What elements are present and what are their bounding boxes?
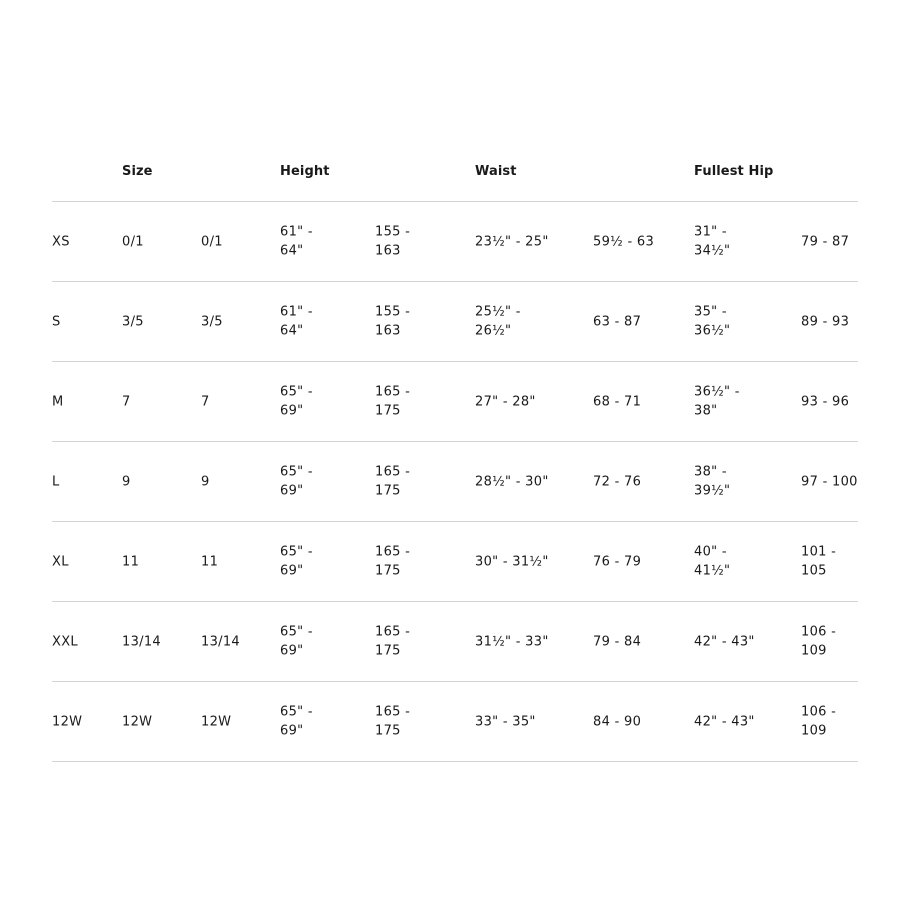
- cell-waist-inches-line: 27" - 28": [475, 393, 536, 409]
- cell-us-size-alt: 13/14: [201, 633, 240, 649]
- cell-height-inches-line: 64": [280, 243, 304, 259]
- cell-height-cm-line: 175: [375, 483, 401, 499]
- cell-waist-cm: [593, 712, 641, 732]
- cell-hip-inches-line: 36½" -: [694, 384, 740, 399]
- cell-hip-inches-line: 31" -: [694, 224, 727, 239]
- cell-height-cm-line: 175: [375, 403, 401, 419]
- cell-height-inches-line: 65" -: [280, 384, 313, 399]
- cell-height-inches-line: 65" -: [280, 704, 313, 719]
- cell-size-label: 12W: [52, 713, 83, 729]
- cell-height-cm: [375, 382, 410, 421]
- cell-hip-inches: [694, 632, 755, 652]
- cell-hip-cm-line: 79 - 87: [801, 233, 850, 249]
- cell-height-inches: [280, 702, 313, 741]
- cell-size-label: M: [52, 393, 64, 409]
- cell-waist-cm: [593, 632, 641, 652]
- cell-waist-inches-line: 30" - 31½": [475, 553, 549, 569]
- cell-hip-inches: [694, 712, 755, 732]
- cell-us-size-alt: 3/5: [201, 313, 223, 329]
- cell-waist-cm: [593, 232, 654, 252]
- cell-hip-cm: [801, 622, 836, 661]
- cell-waist-cm-line: 79 - 84: [593, 633, 642, 649]
- cell-us-size-alt: 7: [201, 393, 210, 409]
- cell-height-inches-line: 69": [280, 643, 304, 659]
- cell-height-inches-line: 61" -: [280, 304, 313, 319]
- cell-us-size: 11: [122, 553, 140, 569]
- cell-hip-cm-line: 93 - 96: [801, 393, 850, 409]
- cell-hip-inches-line: 34½": [694, 243, 731, 259]
- cell-us-size: 0/1: [122, 233, 144, 249]
- cell-waist-inches-line: 28½" - 30": [475, 473, 549, 489]
- cell-waist-inches: [475, 232, 549, 252]
- table-row: [52, 362, 858, 442]
- cell-height-cm: [375, 702, 410, 741]
- cell-waist-cm-line: 84 - 90: [593, 713, 642, 729]
- header-height: Height: [280, 164, 330, 179]
- cell-us-size: 12W: [122, 713, 153, 729]
- cell-height-cm: [375, 222, 410, 261]
- cell-hip-inches: [694, 542, 730, 581]
- cell-waist-cm: [593, 392, 641, 412]
- cell-hip-cm: [801, 472, 858, 492]
- cell-waist-inches: [475, 472, 549, 492]
- cell-size-label: XS: [52, 233, 70, 249]
- cell-hip-inches-line: 42" - 43": [694, 633, 755, 649]
- cell-height-inches: [280, 302, 313, 341]
- cell-hip-inches-line: 35" -: [694, 304, 727, 319]
- cell-us-size-alt: 12W: [201, 713, 232, 729]
- cell-waist-cm-line: 68 - 71: [593, 393, 642, 409]
- cell-waist-inches: [475, 392, 536, 412]
- cell-height-cm: [375, 462, 410, 501]
- cell-height-inches: [280, 622, 313, 661]
- header-fullest-hip: Fullest Hip: [694, 164, 774, 179]
- cell-waist-inches-line: 25½" -: [475, 304, 521, 319]
- cell-height-cm: [375, 302, 410, 341]
- cell-height-cm-line: 163: [375, 323, 401, 339]
- cell-waist-cm-line: 76 - 79: [593, 553, 642, 569]
- cell-height-inches: [280, 382, 313, 421]
- cell-hip-cm: [801, 312, 849, 332]
- cell-hip-cm-line: 109: [801, 643, 827, 659]
- size-chart-table: [52, 150, 858, 762]
- cell-hip-inches: [694, 302, 730, 341]
- cell-hip-inches: [694, 462, 730, 501]
- cell-waist-cm-line: 59½ - 63: [593, 233, 655, 249]
- cell-height-cm-line: 165 -: [375, 624, 411, 639]
- cell-hip-cm-line: 105: [801, 563, 827, 579]
- cell-height-inches-line: 65" -: [280, 544, 313, 559]
- cell-size-label: S: [52, 313, 61, 329]
- cell-hip-cm-line: 106 -: [801, 704, 837, 719]
- cell-size-label: XL: [52, 553, 69, 569]
- table-row: [52, 602, 858, 682]
- cell-waist-cm: [593, 472, 641, 492]
- cell-height-inches-line: 64": [280, 323, 304, 339]
- cell-hip-cm-line: 109: [801, 723, 827, 739]
- cell-height-cm: [375, 622, 410, 661]
- cell-hip-cm-line: 106 -: [801, 624, 837, 639]
- cell-height-inches: [280, 462, 313, 501]
- cell-us-size-alt: 0/1: [201, 233, 223, 249]
- table-row: [52, 442, 858, 522]
- cell-height-cm-line: 165 -: [375, 704, 411, 719]
- cell-hip-inches: [694, 222, 730, 261]
- cell-waist-cm-line: 72 - 76: [593, 473, 642, 489]
- table-body: [52, 202, 858, 762]
- cell-height-inches-line: 61" -: [280, 224, 313, 239]
- cell-hip-inches: [694, 382, 740, 421]
- cell-height-cm-line: 175: [375, 643, 401, 659]
- table-row: [52, 202, 858, 282]
- cell-height-inches-line: 65" -: [280, 624, 313, 639]
- cell-waist-inches-line: 23½" - 25": [475, 233, 549, 249]
- header-size: Size: [122, 164, 153, 179]
- cell-hip-inches-line: 36½": [694, 323, 731, 339]
- cell-hip-cm-line: 101 -: [801, 544, 837, 559]
- cell-height-inches-line: 69": [280, 403, 304, 419]
- cell-size-label: XXL: [52, 633, 78, 649]
- cell-height-cm-line: 165 -: [375, 464, 411, 479]
- cell-hip-inches-line: 42" - 43": [694, 713, 755, 729]
- cell-hip-inches-line: 38": [694, 403, 718, 419]
- cell-hip-cm-line: 89 - 93: [801, 313, 850, 329]
- cell-waist-cm-line: 63 - 87: [593, 313, 642, 329]
- cell-height-cm-line: 165 -: [375, 544, 411, 559]
- cell-height-inches: [280, 542, 313, 581]
- cell-waist-inches: [475, 632, 549, 652]
- cell-waist-inches-line: 33" - 35": [475, 713, 536, 729]
- cell-height-cm: [375, 542, 410, 581]
- cell-waist-inches-line: 26½": [475, 323, 512, 339]
- cell-hip-cm: [801, 392, 849, 412]
- table-row: [52, 522, 858, 602]
- cell-hip-inches-line: 38" -: [694, 464, 727, 479]
- cell-waist-inches-line: 31½" - 33": [475, 633, 549, 649]
- table-row: [52, 282, 858, 362]
- cell-waist-inches: [475, 552, 549, 572]
- cell-us-size-alt: 11: [201, 553, 219, 569]
- table-row: [52, 682, 858, 762]
- cell-waist-cm: [593, 312, 641, 332]
- cell-us-size: 9: [122, 473, 131, 489]
- cell-hip-cm-line: 97 - 100: [801, 473, 858, 489]
- cell-us-size: 3/5: [122, 313, 144, 329]
- cell-height-inches: [280, 222, 313, 261]
- cell-height-cm-line: 175: [375, 723, 401, 739]
- cell-hip-inches-line: 39½": [694, 483, 731, 499]
- cell-height-cm-line: 155 -: [375, 224, 411, 239]
- header-waist: Waist: [475, 164, 517, 179]
- cell-us-size-alt: 9: [201, 473, 210, 489]
- header-row: [52, 150, 858, 202]
- cell-us-size: 7: [122, 393, 131, 409]
- cell-hip-inches-line: 41½": [694, 563, 731, 579]
- cell-waist-inches: [475, 302, 521, 341]
- cell-height-inches-line: 69": [280, 483, 304, 499]
- cell-height-cm-line: 163: [375, 243, 401, 259]
- cell-height-inches-line: 65" -: [280, 464, 313, 479]
- cell-height-cm-line: 155 -: [375, 304, 411, 319]
- cell-height-cm-line: 165 -: [375, 384, 411, 399]
- cell-height-inches-line: 69": [280, 563, 304, 579]
- cell-hip-inches-line: 40" -: [694, 544, 727, 559]
- cell-waist-cm: [593, 552, 641, 572]
- cell-waist-inches: [475, 712, 536, 732]
- cell-size-label: L: [52, 473, 60, 489]
- cell-hip-cm: [801, 232, 849, 252]
- cell-hip-cm: [801, 702, 836, 741]
- cell-height-inches-line: 69": [280, 723, 304, 739]
- cell-hip-cm: [801, 542, 836, 581]
- cell-us-size: 13/14: [122, 633, 161, 649]
- cell-height-cm-line: 175: [375, 563, 401, 579]
